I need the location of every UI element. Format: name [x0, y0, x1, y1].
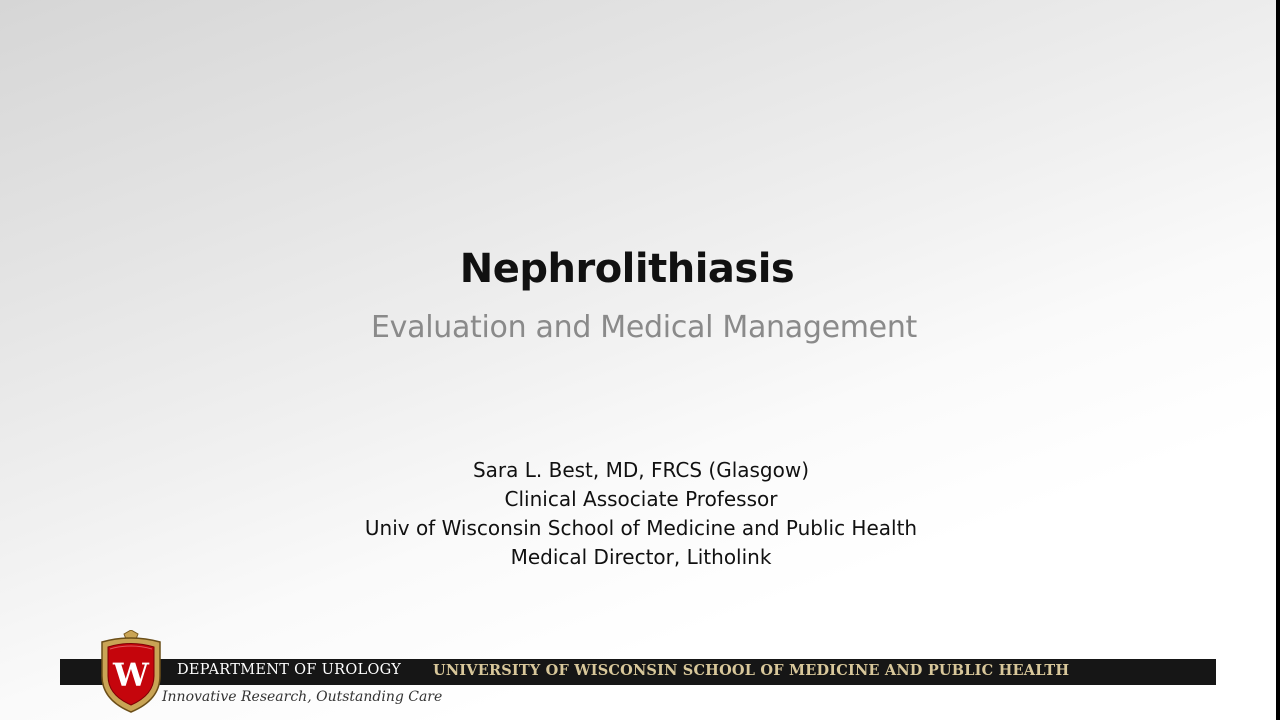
author-position: Clinical Associate Professor	[504, 487, 778, 511]
crest-letter: W	[113, 656, 149, 694]
author-block	[0, 456, 1276, 572]
footer-department: DEPARTMENT OF UROLOGY	[177, 662, 402, 678]
slide-subtitle: Evaluation and Medical Management	[371, 310, 917, 345]
footer-university: UNIVERSITY OF WISCONSIN SCHOOL OF MEDICINE AND PUBLIC HEALTH	[433, 662, 1070, 679]
uw-crest-logo	[96, 630, 166, 714]
author-role: Medical Director, Litholink	[510, 545, 772, 569]
footer-tagline: Innovative Research, Outstanding Care	[162, 689, 443, 705]
slide-title: Nephrolithiasis	[459, 246, 795, 292]
right-edge	[1276, 0, 1280, 720]
author-name: Sara L. Best, MD, FRCS (Glasgow)	[472, 458, 810, 482]
author-institution: Univ of Wisconsin School of Medicine and Public Health	[364, 516, 918, 540]
